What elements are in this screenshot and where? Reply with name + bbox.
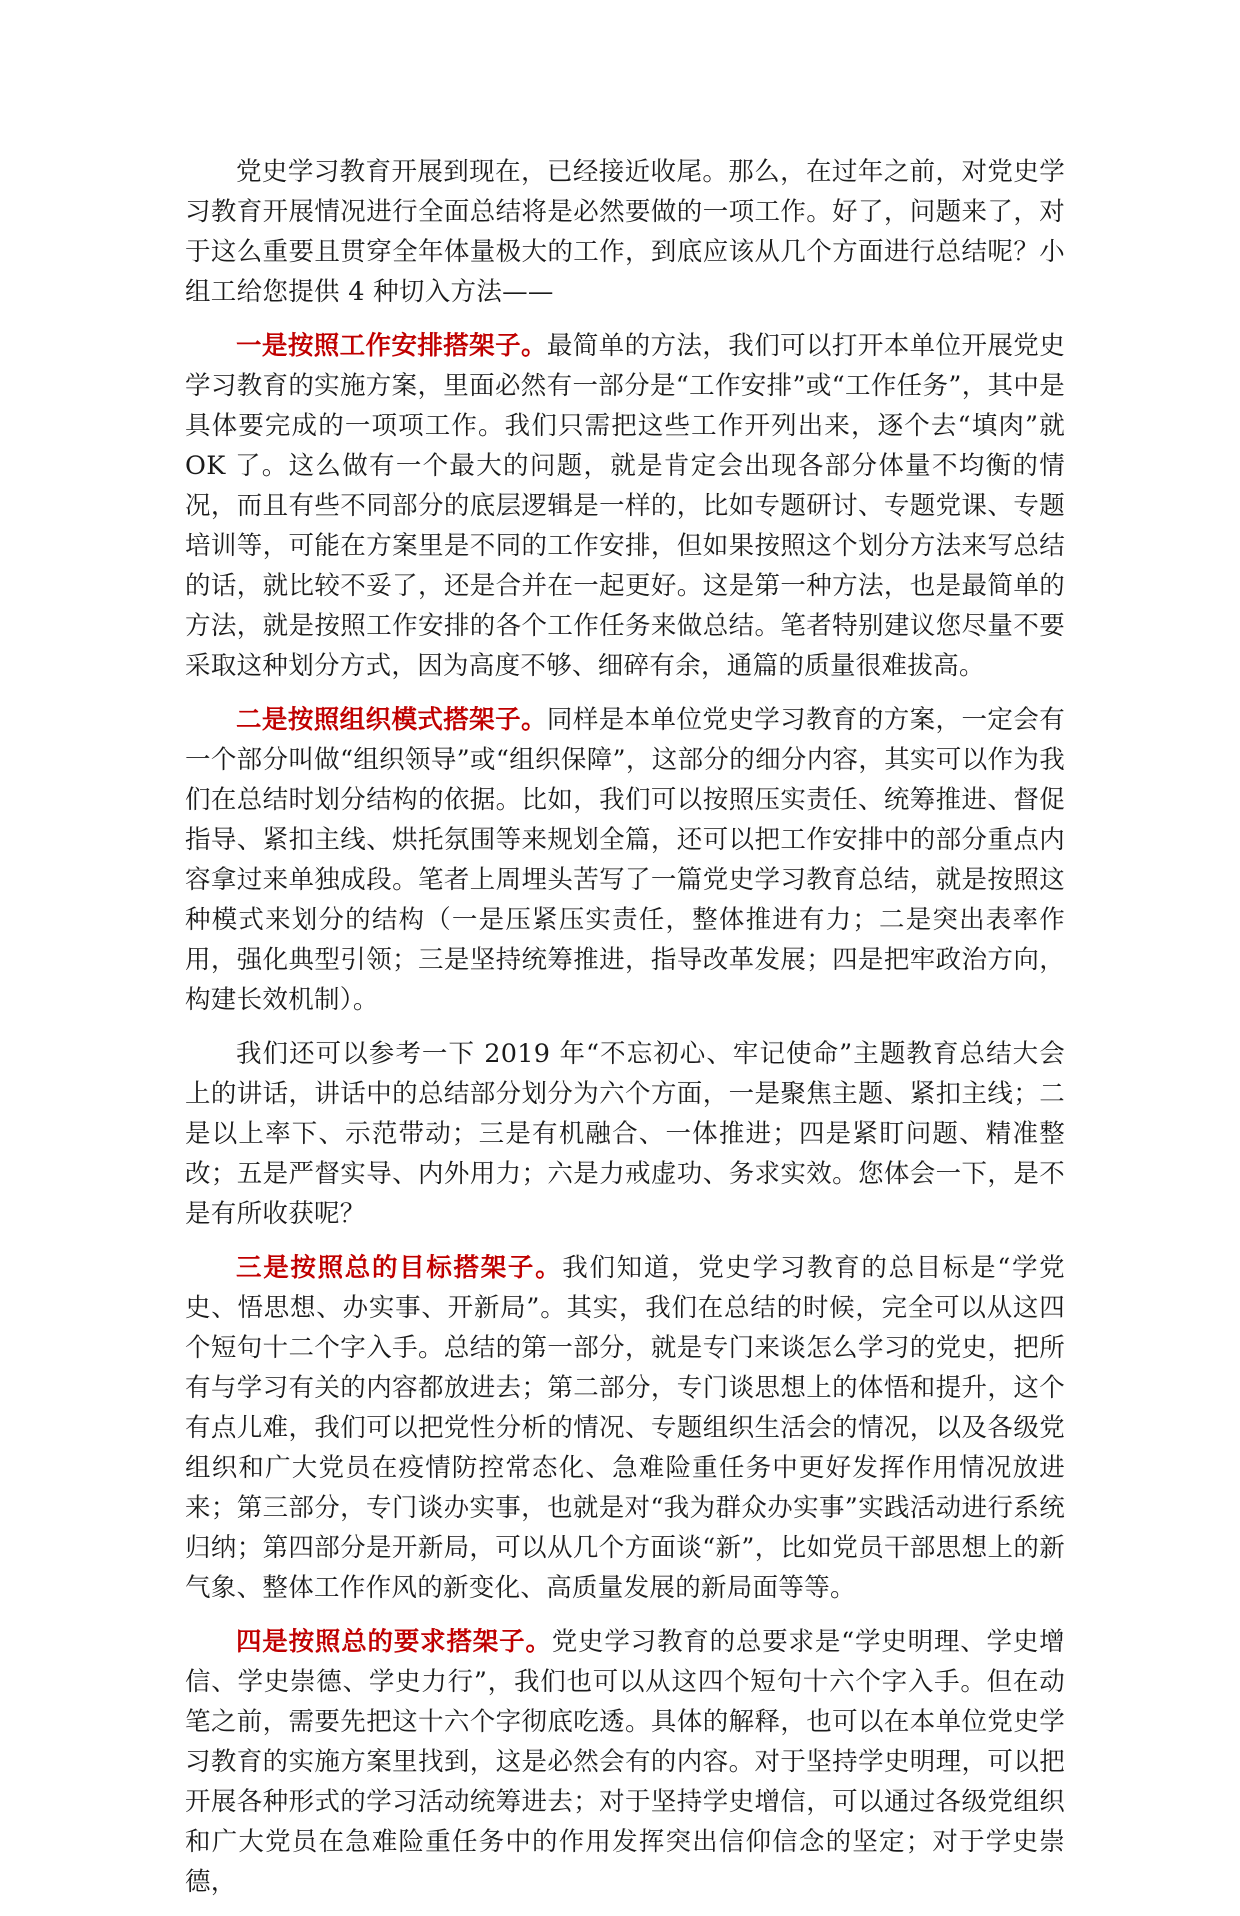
reference-paragraph [185, 1034, 1065, 1234]
document-page [185, 152, 1065, 1916]
method-one-paragraph [185, 326, 1065, 686]
intro-paragraph [185, 152, 1065, 312]
method-two-heading: 二是按照组织模式搭架子。 [236, 705, 547, 735]
method-four-heading: 四是按照总的要求搭架子。 [236, 1627, 552, 1657]
paragraph-text: 我们知道，党史学习教育的总目标是“学党史、悟思想、办实事、开新局”。其实，我们在总结的时候，完全可以从这四个短句十二个字入手。总结的第一部分，就是专门来谈怎么学习的党史，把所有与学习有关的内容都放进去；第二部分，专门谈思想上的体悟和提升，这个有点儿难，我们可以把党性分析的情况、专题组织生活会的情况，以及各级党组织和广大党员在疫情防控常态化、急难险重任务中更好发挥作用情况放进来；第三部分，专门谈办实事，也就是对“我为群众办实事”实践活动进行系统归纳；第四部分是开新局，可以从几个方面谈“新”，比如党员干部思想上的新气象、整体工作作风的新变化、高质量发展的新局面等等。 [185, 1253, 1065, 1603]
method-three-paragraph [185, 1248, 1065, 1608]
paragraph-text: 同样是本单位党史学习教育的方案，一定会有一个部分叫做“组织领导”或“组织保障”，这部分的细分内容，其实可以作为我们在总结时划分结构的依据。比如，我们可以按照压实责任、统筹推进、督促指导、紧扣主线、烘托氛围等来规划全篇，还可以把工作安排中的部分重点内容拿过来单独成段。笔者上周埋头苦写了一篇党史学习教育总结，就是按照这种模式来划分的结构（一是压紧压实责任，整体推进有力；二是突出表率作用，强化典型引领；三是坚持统筹推进，指导改革发展；四是把牢政治方向，构建长效机制）。 [185, 705, 1065, 1015]
method-three-heading: 三是按照总的目标搭架子。 [236, 1253, 563, 1283]
paragraph-text: 最简单的方法，我们可以打开本单位开展党史学习教育的实施方案，里面必然有一部分是“工作安排”或“工作任务”，其中是具体要完成的一项项工作。我们只需把这些工作开列出来，逐个去“填肉”就 OK 了。这么做有一个最大的问题，就是肯定会出现各部分体量不均衡的情况，而且有些不同部分的底层逻辑是一样的，比如专题研讨、专题党课、专题培训等，可能在方案里是不同的工作安排，但如果按照这个划分方法来写总结的话，就比较不妥了，还是合并在一起更好。这是第一种方法，也是最简单的方法，就是按照工作安排的各个工作任务来做总结。笔者特别建议您尽量不要采取这种划分方式，因为高度不够、细碎有余，通篇的质量很难拔高。 [185, 331, 1065, 681]
paragraph-text: 我们还可以参考一下 2019 年“不忘初心、牢记使命”主题教育总结大会上的讲话，讲话中的总结部分划分为六个方面，一是聚焦主题、紧扣主线；二是以上率下、示范带动；三是有机融合、一体推进；四是紧盯问题、精准整改；五是严督实导、内外用力；六是力戒虚功、务求实效。您体会一下，是不是有所收获呢？ [185, 1039, 1065, 1229]
method-four-paragraph [185, 1622, 1065, 1902]
paragraph-text: 党史学习教育开展到现在，已经接近收尾。那么，在过年之前，对党史学习教育开展情况进行全面总结将是必然要做的一项工作。好了，问题来了，对于这么重要且贯穿全年体量极大的工作，到底应该从几个方面进行总结呢？小组工给您提供 4 种切入方法—— [185, 157, 1065, 307]
method-one-heading: 一是按照工作安排搭架子。 [236, 331, 547, 361]
paragraph-text: 党史学习教育的总要求是“学史明理、学史增信、学史崇德、学史力行”，我们也可以从这四个短句十六个字入手。但在动笔之前，需要先把这十六个字彻底吃透。具体的解释，也可以在本单位党史学习教育的实施方案里找到，这是必然会有的内容。对于坚持学史明理，可以把开展各种形式的学习活动统筹进去；对于坚持学史增信，可以通过各级党组织和广大党员在急难险重任务中的作用发挥突出信仰信念的坚定；对于学史崇德， [185, 1627, 1065, 1897]
method-two-paragraph [185, 700, 1065, 1020]
